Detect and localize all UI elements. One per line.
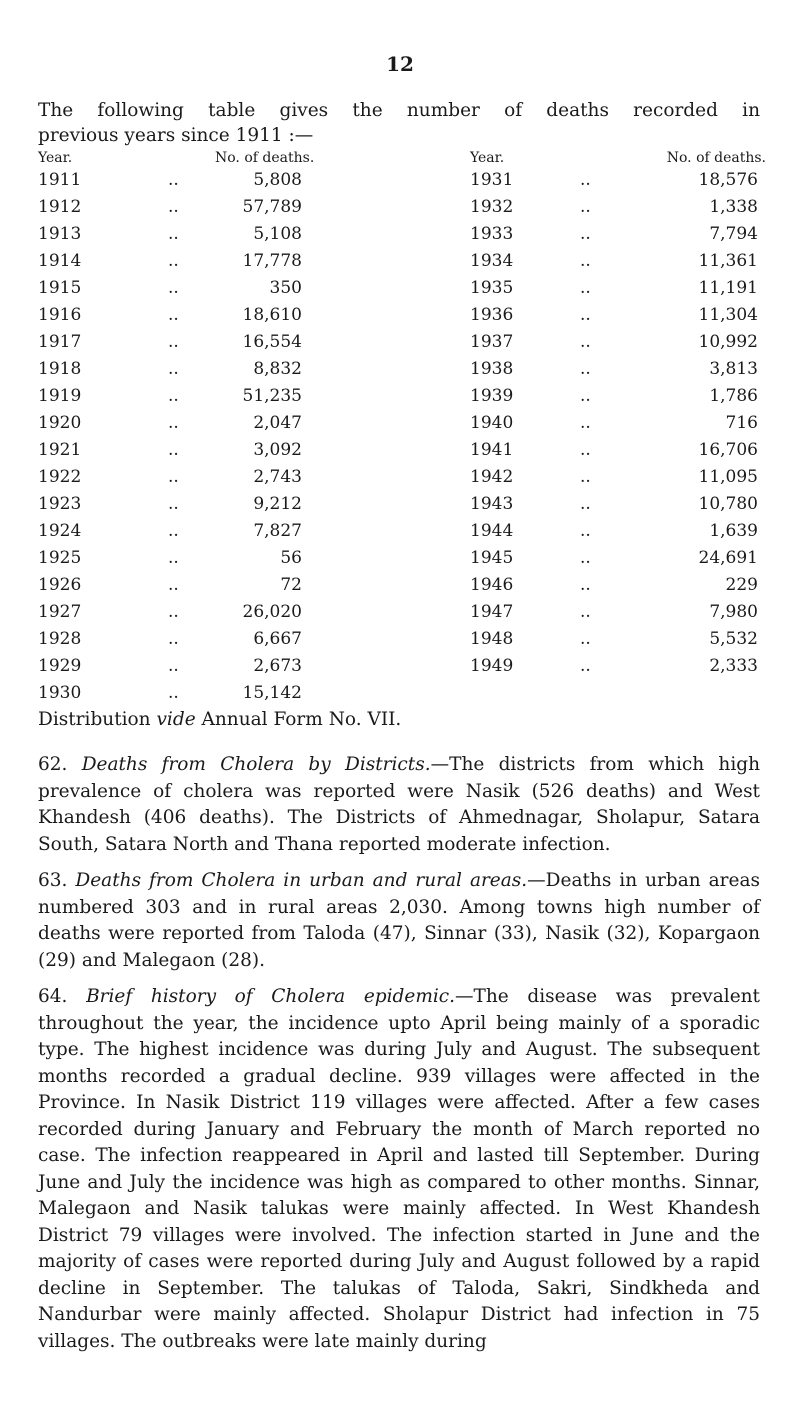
table-row — [38, 305, 760, 332]
year-cell: 1946 — [470, 575, 514, 595]
distribution-suffix: Annual Form No. VII. — [195, 709, 402, 730]
leader-dots: .. — [580, 521, 591, 541]
section-64-body: —The disease was prevalent throughout the year, the incidence upto April being mainly of a sporadic type. The highest incidence was during July and August. The subsequent months recorded a gradual decline. 939 villages were affected in the Province. In Nasik District 119 villages were affected. After a few cases recorded during January and February the month of March reported no case. The infection reappeared in April and lasted till September. During June and July the incidence was high as compared to other months. Sinnar, Malegaon and Nasik talukas were mainly affected. In West Khandesh District 79 villages were involved. The infection started in June and the majority of cases were reported during July and August followed by a rapid decline in September. The talukas of Taloda, Sakri, Sindkheda and Nandurbar were mainly affected. Sholapur District had infection in 75 villages. The outbreaks were late mainly during — [38, 986, 760, 1352]
table-row — [38, 224, 760, 251]
leader-dots: .. — [168, 440, 179, 460]
deaths-cell: 1,639 — [709, 521, 758, 541]
deaths-cell: 2,743 — [253, 467, 302, 487]
leader-dots: .. — [168, 305, 179, 325]
leader-dots: .. — [580, 386, 591, 406]
leader-dots: .. — [580, 251, 591, 271]
leader-dots: .. — [168, 197, 179, 217]
year-cell: 1935 — [470, 278, 514, 298]
deaths-cell: 10,780 — [698, 494, 758, 514]
leader-dots: .. — [168, 467, 179, 487]
year-cell: 1940 — [470, 413, 514, 433]
table-row — [38, 467, 760, 494]
year-cell: 1913 — [38, 224, 82, 244]
leader-dots: .. — [168, 278, 179, 298]
leader-dots: .. — [580, 575, 591, 595]
year-cell: 1933 — [470, 224, 514, 244]
year-cell: 1921 — [38, 440, 82, 460]
table-row — [38, 413, 760, 440]
year-cell: 1944 — [470, 521, 514, 541]
deaths-cell: 2,333 — [709, 656, 758, 676]
deaths-cell: 11,361 — [698, 251, 758, 271]
table-row — [38, 683, 760, 710]
deaths-cell: 5,108 — [253, 224, 302, 244]
leader-dots: .. — [168, 386, 179, 406]
leader-dots: .. — [168, 413, 179, 433]
year-cell: 1930 — [38, 683, 82, 703]
year-cell: 1934 — [470, 251, 514, 271]
section-62-number: 62. — [38, 754, 68, 775]
table-row — [38, 278, 760, 305]
table-row — [38, 629, 760, 656]
header-year-left: Year. — [38, 150, 73, 166]
deaths-cell: 11,095 — [698, 467, 758, 487]
year-cell: 1949 — [470, 656, 514, 676]
leader-dots: .. — [580, 629, 591, 649]
deaths-cell: 229 — [725, 575, 758, 595]
deaths-cell: 18,610 — [242, 305, 302, 325]
table-row — [38, 602, 760, 629]
leader-dots: .. — [168, 521, 179, 541]
year-cell: 1918 — [38, 359, 82, 379]
deaths-cell: 6,667 — [253, 629, 302, 649]
year-cell: 1916 — [38, 305, 82, 325]
year-cell: 1914 — [38, 251, 82, 271]
year-cell: 1942 — [470, 467, 514, 487]
deaths-cell: 26,020 — [242, 602, 302, 622]
leader-dots: .. — [580, 305, 591, 325]
table-row — [38, 359, 760, 386]
deaths-cell: 3,813 — [709, 359, 758, 379]
table-row — [38, 656, 760, 683]
deaths-cell: 10,992 — [698, 332, 758, 352]
leader-dots: .. — [168, 494, 179, 514]
deaths-cell: 57,789 — [242, 197, 302, 217]
year-cell: 1927 — [38, 602, 82, 622]
section-63 — [38, 868, 760, 974]
year-cell: 1925 — [38, 548, 82, 568]
year-cell: 1911 — [38, 170, 82, 190]
leader-dots: .. — [168, 629, 179, 649]
section-64-number: 64. — [38, 986, 68, 1007]
leader-dots: .. — [580, 170, 591, 190]
deaths-cell: 11,304 — [698, 305, 758, 325]
leader-dots: .. — [168, 332, 179, 352]
distribution-vide: vide — [156, 709, 196, 730]
year-cell: 1912 — [38, 197, 82, 217]
deaths-cell: 24,691 — [698, 548, 758, 568]
section-64-heading: Brief history of Cholera epidemic. — [86, 986, 456, 1007]
deaths-cell: 5,532 — [709, 629, 758, 649]
leader-dots: .. — [168, 359, 179, 379]
leader-dots: .. — [580, 359, 591, 379]
section-62 — [38, 752, 760, 858]
table-row — [38, 386, 760, 413]
leader-dots: .. — [580, 548, 591, 568]
deaths-cell: 1,786 — [709, 386, 758, 406]
year-cell: 1915 — [38, 278, 82, 298]
intro-paragraph — [38, 98, 760, 148]
leader-dots: .. — [580, 440, 591, 460]
header-year-right: Year. — [470, 150, 505, 166]
deaths-cell: 7,980 — [709, 602, 758, 622]
year-cell: 1947 — [470, 602, 514, 622]
table-row — [38, 170, 760, 197]
year-cell: 1941 — [470, 440, 514, 460]
section-64 — [38, 984, 760, 1355]
year-cell: 1932 — [470, 197, 514, 217]
deaths-cell: 8,832 — [253, 359, 302, 379]
distribution-prefix: Distribution — [38, 709, 157, 730]
page-number: 12 — [386, 52, 414, 76]
leader-dots: .. — [580, 467, 591, 487]
year-cell: 1939 — [470, 386, 514, 406]
leader-dots: .. — [168, 548, 179, 568]
table-row — [38, 548, 760, 575]
year-cell: 1926 — [38, 575, 82, 595]
section-63-body: —Deaths in urban areas numbered 303 and in rural areas 2,030. Among towns high number of deaths were reported from Taloda (47), Sinnar (33), Nasik (32), Kopargaon (29) and Malegaon (28). — [38, 870, 760, 971]
deaths-cell: 350 — [269, 278, 302, 298]
table-body — [38, 170, 760, 710]
year-cell: 1922 — [38, 467, 82, 487]
leader-dots: .. — [168, 224, 179, 244]
deaths-table — [38, 150, 766, 710]
table-row — [38, 251, 760, 278]
year-cell: 1919 — [38, 386, 82, 406]
deaths-cell: 51,235 — [242, 386, 302, 406]
leader-dots: .. — [580, 494, 591, 514]
year-cell: 1920 — [38, 413, 82, 433]
deaths-cell: 5,808 — [253, 170, 302, 190]
intro-line-1: The following table gives the number of deaths recorded in — [38, 100, 760, 121]
leader-dots: .. — [580, 278, 591, 298]
leader-dots: .. — [168, 575, 179, 595]
deaths-cell: 716 — [725, 413, 758, 433]
distribution-note — [38, 709, 760, 730]
intro-line-2: previous years since 1911 :— — [38, 125, 314, 146]
table-row — [38, 494, 760, 521]
leader-dots: .. — [168, 656, 179, 676]
year-cell: 1924 — [38, 521, 82, 541]
table-row — [38, 521, 760, 548]
table-header — [38, 150, 766, 170]
header-deaths-right: No. of deaths. — [666, 150, 766, 166]
deaths-cell: 7,827 — [253, 521, 302, 541]
year-cell: 1929 — [38, 656, 82, 676]
section-62-heading: Deaths from Cholera by Districts. — [81, 754, 431, 775]
header-deaths-left: No. of deaths. — [215, 150, 315, 166]
deaths-cell: 15,142 — [242, 683, 302, 703]
year-cell: 1937 — [470, 332, 514, 352]
deaths-cell: 17,778 — [242, 251, 302, 271]
year-cell: 1928 — [38, 629, 82, 649]
year-cell: 1936 — [470, 305, 514, 325]
deaths-cell: 2,047 — [253, 413, 302, 433]
year-cell: 1943 — [470, 494, 514, 514]
section-63-number: 63. — [38, 870, 68, 891]
deaths-cell: 16,554 — [242, 332, 302, 352]
leader-dots: .. — [580, 197, 591, 217]
leader-dots: .. — [580, 602, 591, 622]
table-row — [38, 440, 760, 467]
leader-dots: .. — [168, 683, 179, 703]
leader-dots: .. — [580, 224, 591, 244]
table-row — [38, 332, 760, 359]
deaths-cell: 1,338 — [709, 197, 758, 217]
leader-dots: .. — [168, 602, 179, 622]
deaths-cell: 11,191 — [698, 278, 758, 298]
leader-dots: .. — [168, 251, 179, 271]
section-63-heading: Deaths from Cholera in urban and rural areas. — [75, 870, 528, 891]
year-cell: 1938 — [470, 359, 514, 379]
table-row — [38, 575, 760, 602]
deaths-cell: 56 — [280, 548, 302, 568]
leader-dots: .. — [580, 656, 591, 676]
year-cell: 1931 — [470, 170, 514, 190]
table-row — [38, 197, 760, 224]
leader-dots: .. — [580, 332, 591, 352]
deaths-cell: 72 — [280, 575, 302, 595]
deaths-cell: 9,212 — [253, 494, 302, 514]
deaths-cell: 3,092 — [253, 440, 302, 460]
deaths-cell: 2,673 — [253, 656, 302, 676]
year-cell: 1923 — [38, 494, 82, 514]
year-cell: 1948 — [470, 629, 514, 649]
leader-dots: .. — [580, 413, 591, 433]
year-cell: 1917 — [38, 332, 82, 352]
leader-dots: .. — [168, 170, 179, 190]
deaths-cell: 16,706 — [698, 440, 758, 460]
deaths-cell: 18,576 — [698, 170, 758, 190]
section-62-body: —The districts from which high prevalence of cholera was reported were Nasik (526 deaths) and West Khandesh (406 deaths). The Districts of Ahmednagar, Sholapur, Satara South, Satara North and Thana reported moderate infection. — [38, 754, 760, 855]
deaths-cell: 7,794 — [709, 224, 758, 244]
year-cell: 1945 — [470, 548, 514, 568]
